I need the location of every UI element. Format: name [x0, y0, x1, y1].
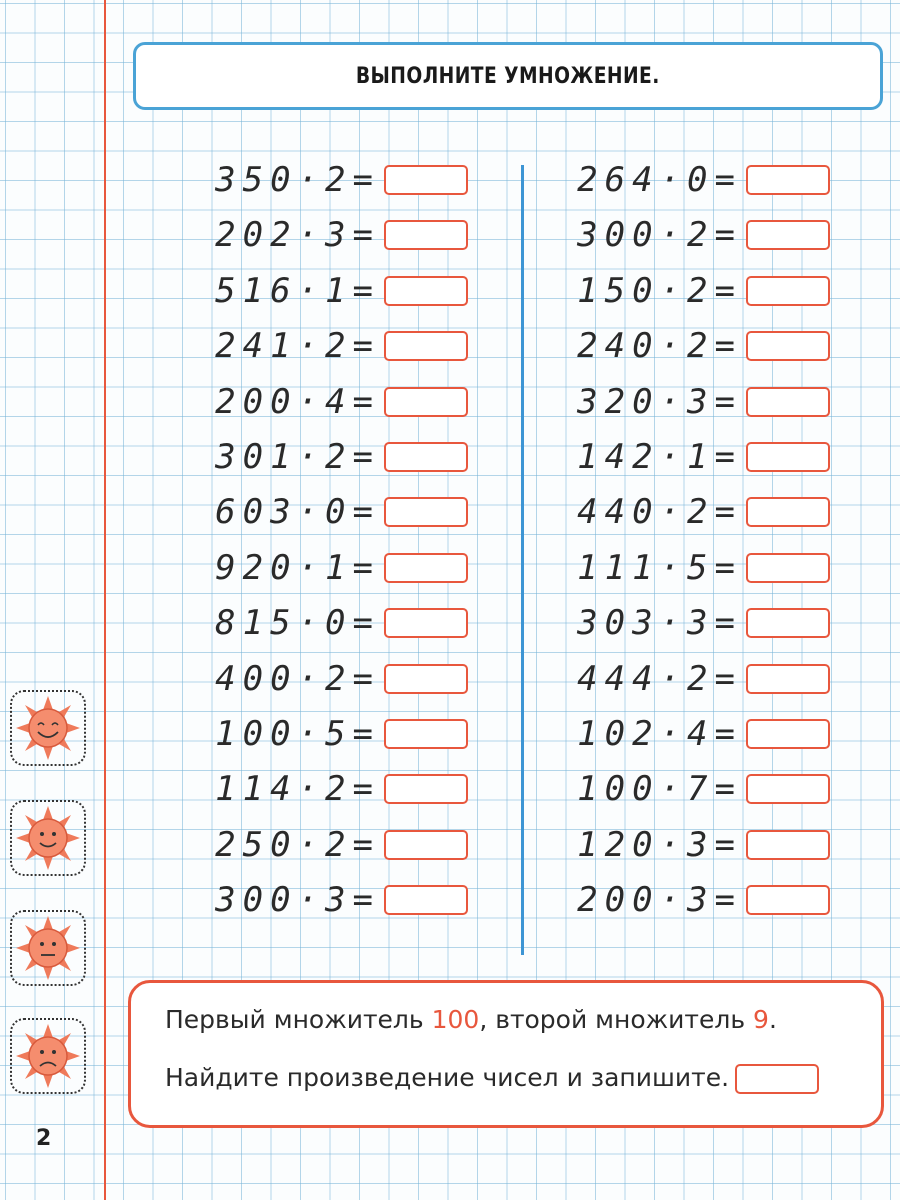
- answer-box[interactable]: [384, 165, 468, 195]
- answer-box[interactable]: [746, 220, 830, 250]
- answer-box[interactable]: [384, 331, 468, 361]
- first-factor: 100: [431, 1005, 480, 1034]
- multiplication-expression: 300·2=: [577, 215, 742, 256]
- instruction-banner: [133, 42, 883, 110]
- mood-sad[interactable]: [10, 1018, 86, 1094]
- multiplication-expression: 100·7=: [577, 769, 742, 810]
- exercise-row: [572, 381, 830, 422]
- answer-box[interactable]: [746, 553, 830, 583]
- answer-box[interactable]: [746, 276, 830, 306]
- answer-box[interactable]: [746, 497, 830, 527]
- exercise-row: [210, 716, 468, 752]
- answer-box[interactable]: [384, 387, 468, 417]
- multiplication-expression: 200·4=: [215, 381, 380, 422]
- multiplication-expression: 240·2=: [577, 326, 742, 367]
- multiplication-expression: 444·2=: [577, 658, 742, 699]
- exercise-row: [572, 824, 830, 865]
- task-text: , второй множитель: [479, 1005, 754, 1034]
- multiplication-expression: 301·2=: [215, 437, 380, 477]
- answer-box[interactable]: [384, 497, 468, 527]
- answer-box[interactable]: [384, 553, 468, 583]
- answer-box[interactable]: [384, 885, 468, 915]
- answer-box[interactable]: [384, 774, 468, 804]
- multiplication-expression: 300·3=: [215, 880, 380, 921]
- answer-box[interactable]: [384, 719, 468, 749]
- word-problem-box: [128, 980, 884, 1128]
- multiplication-expression: 350·2=: [215, 160, 380, 200]
- answer-box[interactable]: [746, 885, 830, 915]
- exercise-row: [572, 716, 830, 752]
- exercise-row: [572, 880, 830, 921]
- multiplication-expression: 100·5=: [215, 714, 380, 754]
- answer-box[interactable]: [746, 165, 830, 195]
- notebook-margin-line: [104, 0, 106, 1200]
- exercise-row: [210, 215, 468, 256]
- exercise-row: [572, 547, 830, 588]
- exercise-row: [210, 270, 468, 311]
- exercise-row: [572, 769, 830, 810]
- task-text: Найдите произведение чисел и запишите.: [165, 1063, 730, 1092]
- exercise-row: [210, 326, 468, 367]
- exercise-row: [572, 603, 830, 644]
- answer-box[interactable]: [746, 774, 830, 804]
- neutral-sun-icon: [12, 912, 84, 984]
- column-divider: [521, 165, 524, 955]
- multiplication-expression: 202·3=: [215, 215, 380, 256]
- task-text: .: [768, 1005, 777, 1034]
- mood-neutral[interactable]: [10, 910, 86, 986]
- multiplication-expression: 114·2=: [215, 769, 380, 810]
- exercise-row: [210, 492, 468, 533]
- second-factor: 9: [753, 1005, 769, 1034]
- answer-box[interactable]: [746, 830, 830, 860]
- exercise-row: [572, 162, 830, 198]
- exercise-row: [210, 381, 468, 422]
- exercise-row: [572, 492, 830, 533]
- multiplication-expression: 516·1=: [215, 270, 380, 311]
- exercise-row: [572, 326, 830, 367]
- multiplication-expression: 440·2=: [577, 492, 742, 533]
- page-number: 2: [36, 1126, 52, 1151]
- answer-box[interactable]: [384, 220, 468, 250]
- multiplication-expression: 320·3=: [577, 381, 742, 422]
- answer-box[interactable]: [384, 830, 468, 860]
- multiplication-expression: 241·2=: [215, 326, 380, 367]
- exercise-row: [210, 880, 468, 921]
- exercise-row: [210, 439, 468, 475]
- multiplication-expression: 920·1=: [215, 547, 380, 588]
- multiplication-expression: 400·2=: [215, 658, 380, 699]
- multiplication-expression: 603·0=: [215, 492, 380, 533]
- answer-box[interactable]: [746, 608, 830, 638]
- sad-sun-icon: [12, 1020, 84, 1092]
- multiplication-expression: 264·0=: [577, 160, 742, 200]
- multiplication-expression: 200·3=: [577, 880, 742, 921]
- multiplication-expression: 815·0=: [215, 603, 380, 644]
- answer-box[interactable]: [384, 664, 468, 694]
- exercise-row: [210, 603, 468, 644]
- exercise-row: [210, 658, 468, 699]
- answer-box[interactable]: [746, 331, 830, 361]
- multiplication-expression: 102·4=: [577, 714, 742, 754]
- multiplication-expression: 111·5=: [577, 547, 742, 588]
- answer-box[interactable]: [746, 387, 830, 417]
- exercise-row: [210, 824, 468, 865]
- answer-box[interactable]: [384, 276, 468, 306]
- mood-happy[interactable]: [10, 690, 86, 766]
- exercise-row: [210, 547, 468, 588]
- multiplication-expression: 120·3=: [577, 824, 742, 865]
- multiplication-expression: 250·2=: [215, 824, 380, 865]
- task-line-1: [165, 1005, 777, 1034]
- happy-sun-icon: [12, 692, 84, 764]
- exercise-row: [210, 769, 468, 810]
- mood-smiling[interactable]: [10, 800, 86, 876]
- exercise-row: [572, 270, 830, 311]
- exercise-row: [572, 658, 830, 699]
- task-answer-box[interactable]: [735, 1064, 819, 1094]
- multiplication-expression: 150·2=: [577, 270, 742, 311]
- task-text: Первый множитель: [165, 1005, 432, 1034]
- exercise-row: [572, 439, 830, 475]
- answer-box[interactable]: [746, 719, 830, 749]
- answer-box[interactable]: [746, 442, 830, 472]
- answer-box[interactable]: [384, 442, 468, 472]
- answer-box[interactable]: [746, 664, 830, 694]
- multiplication-expression: 303·3=: [577, 603, 742, 644]
- instruction-title: ВЫПОЛНИТЕ УМНОЖЕНИЕ.: [356, 63, 660, 89]
- multiplication-expression: 142·1=: [577, 437, 742, 477]
- smiling-sun-icon: [12, 802, 84, 874]
- exercise-row: [572, 215, 830, 256]
- exercise-row: [210, 162, 468, 198]
- task-line-2: [165, 1063, 819, 1094]
- answer-box[interactable]: [384, 608, 468, 638]
